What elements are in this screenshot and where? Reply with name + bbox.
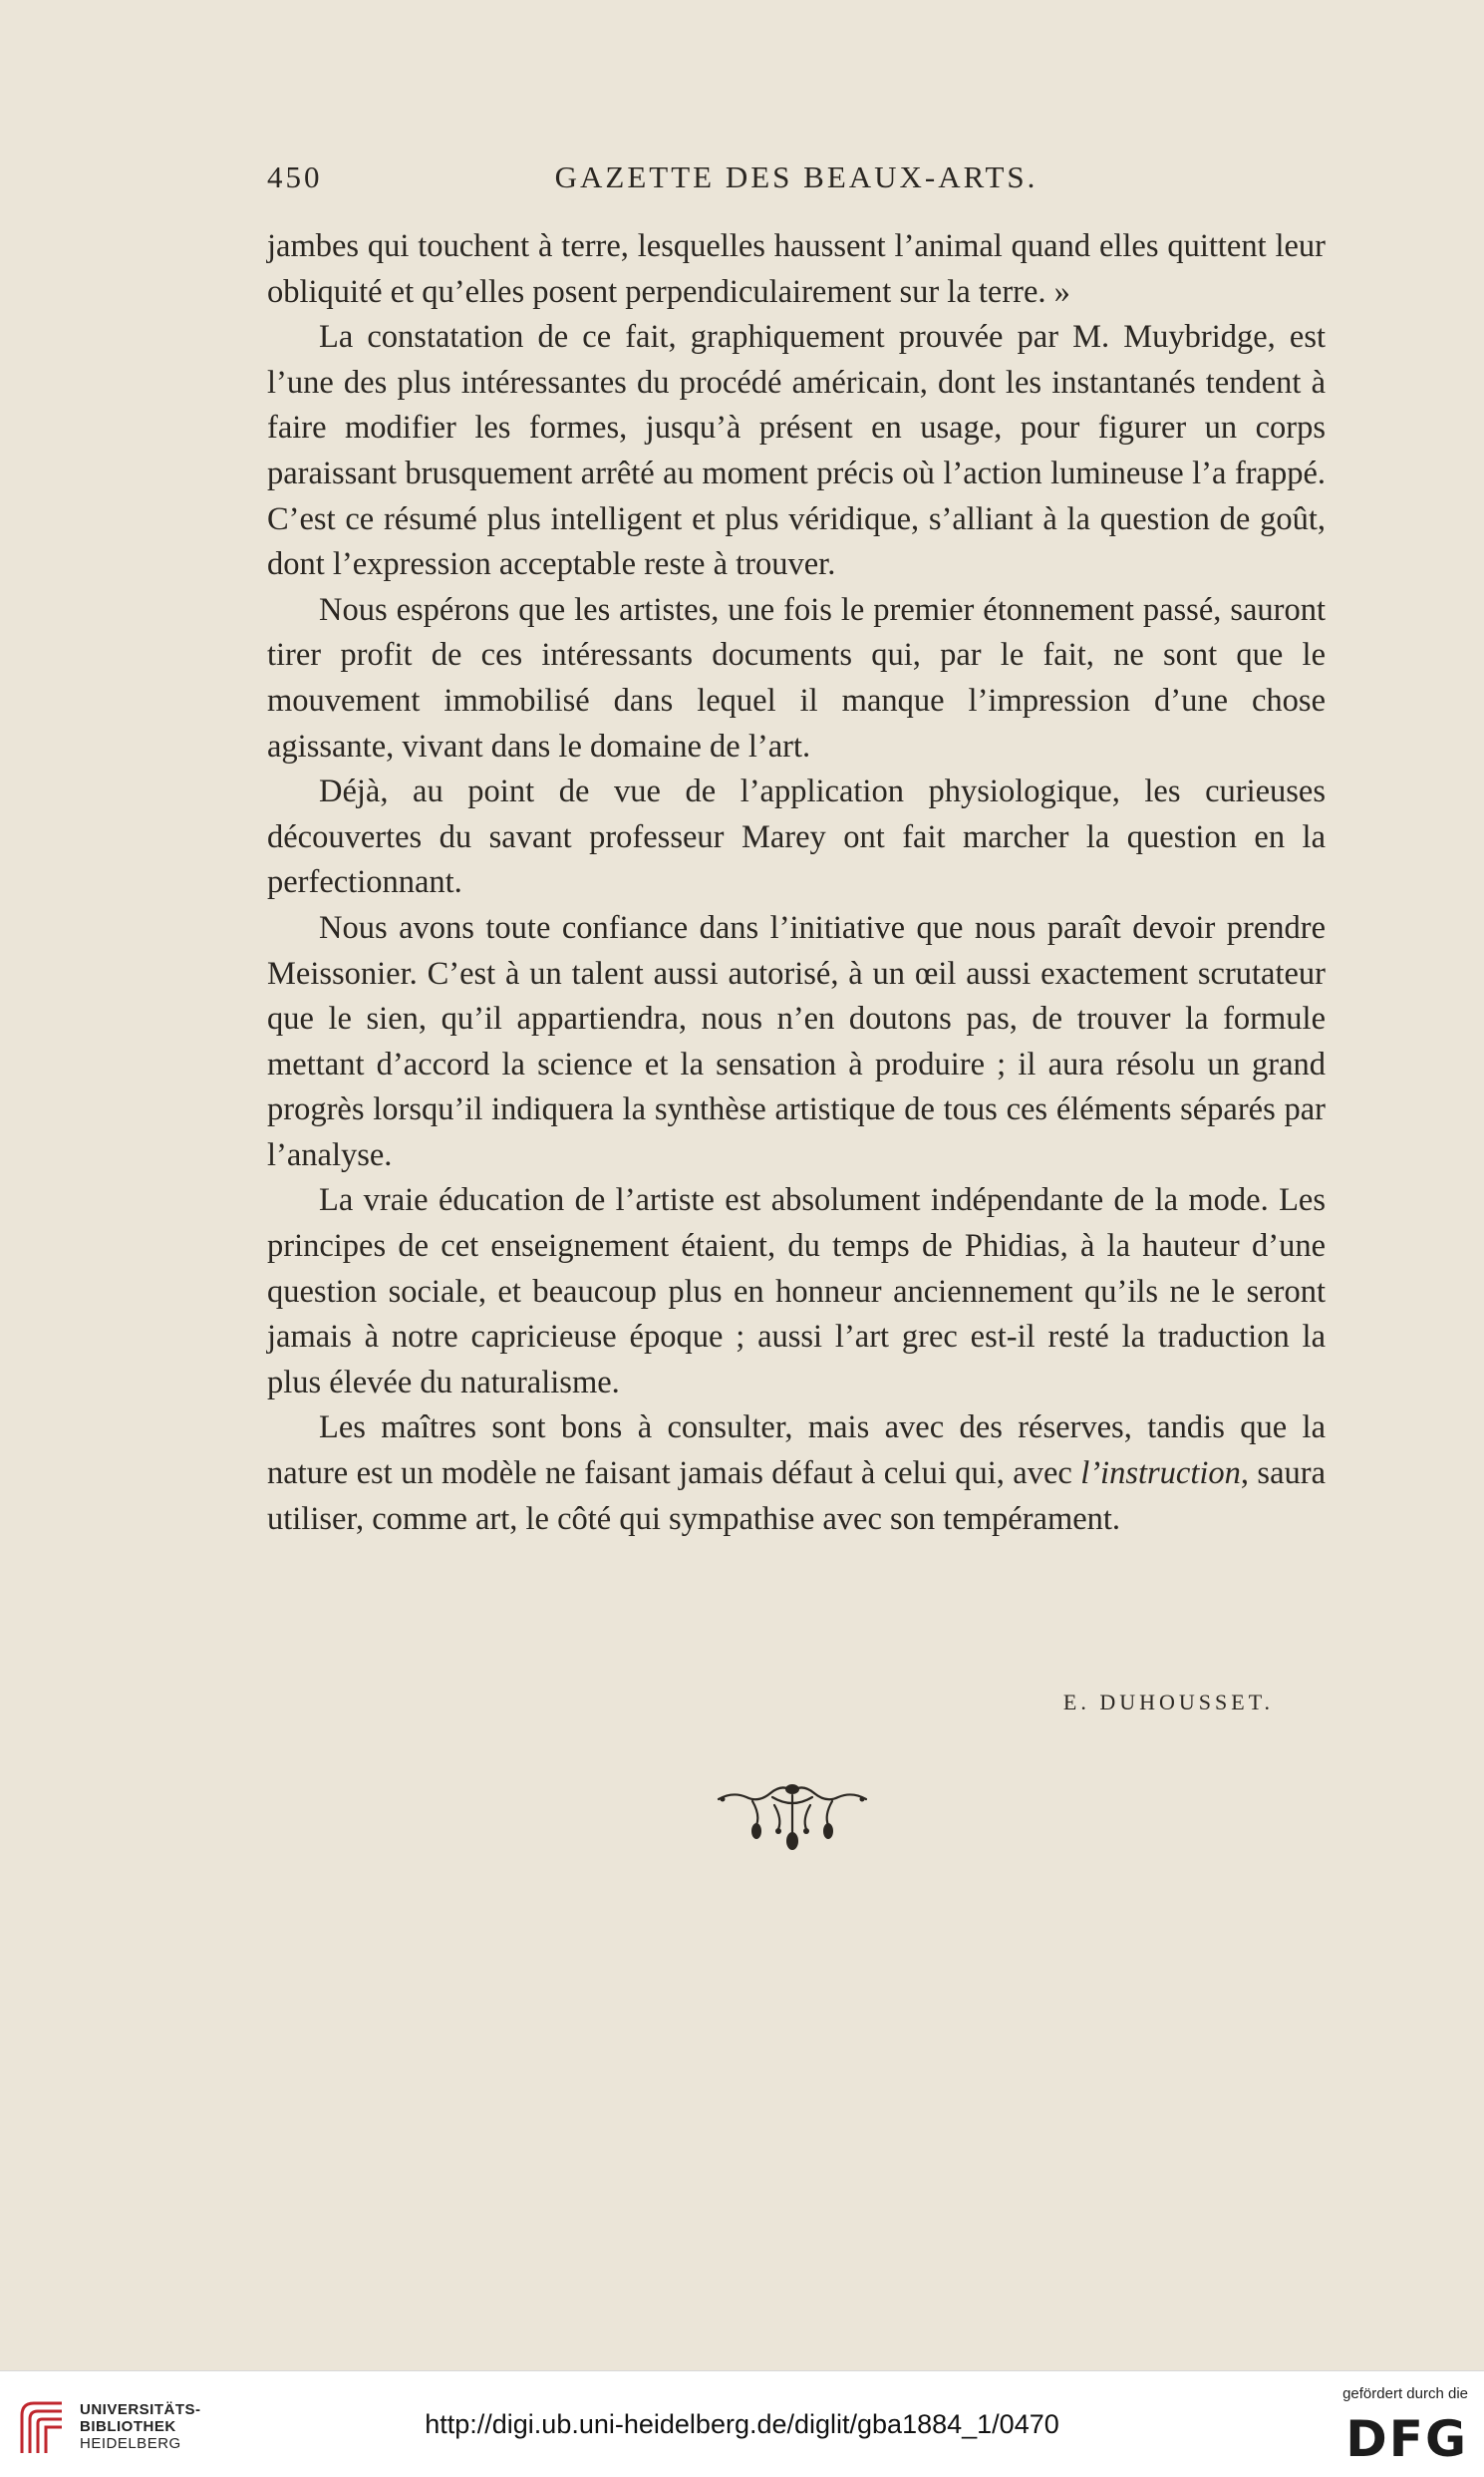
article-body [267,224,1326,1542]
paragraph: La vraie éducation de l’artiste est absolument indépendante de la mode. Les principes de cet enseignement étaient, du temps de Phidias, à la hauteur d’une question sociale, et beaucoup plus en honneur anciennement qu’ils ne le seront jamais à notre capricieuse époque ; aussi l’art grec est-il resté la traduction la plus élevée du naturalisme. [267,1182,1326,1400]
permalink-url[interactable]: http://digi.ub.uni-heidelberg.de/diglit/gba1884_1/0470 [425,2409,1059,2439]
text-run: , saura utiliser, comme art, le côté qui sympathise avec son tempérament. [267,1455,1326,1537]
paragraph: Déjà, au point de vue de l’application physiologique, les curieuses découvertes du savant professeur Marey ont fait marcher la question en la perfectionnant. [267,774,1326,901]
paragraph: Nous avons toute confiance dans l’initiative que nous paraît devoir prendre Meissonier. C’est à un talent aussi autorisé, à un œil aussi exactement scrutateur que le sien, qu’il appartiendra, nous n’en doutons pas, de trouver la formule mettant d’accord la science et la sensation à produire ; il aura résolu un grand progrès lorsqu’il indiquera la synthèse artistique de tous ces éléments séparés par l’analyse. [267,909,1326,1173]
paragraph: La constatation de ce fait, graphiquement prouvée par M. Muybridge, est l’une des plus intéressantes du procédé américain, dont les instantanés tendent à faire modifier les formes, jusqu’à présent en usage, pour figurer un corps paraissant brusquement arrêté au moment précis où l’action lumineuse l’a frappé. C’est ce résumé plus intelligent et plus véridique, s’alliant à la question de goût, dont l’expression acceptable reste à trouver. [267,319,1326,583]
library-name-line: HEIDELBERG [80,2435,181,2452]
funding-note: gefördert durch die [1342,2385,1468,2402]
viewer-footer [0,2370,1484,2477]
paragraph-last [267,1405,1326,1542]
journal-title: GAZETTE DES BEAUX-ARTS. [554,159,1039,194]
library-name-line: BIBLIOTHEK [80,2418,176,2435]
paragraph: jambes qui touchent à terre, lesquelles haussent l’animal quand elles quittent leur obliquité et qu’elles posent perpendiculairement sur la terre. » [267,228,1326,310]
dfg-logo: DFG [1345,2410,1468,2468]
library-name-line: UNIVERSITÄTS- [80,2401,201,2418]
paragraph: Nous espérons que les artistes, une fois le premier étonnement passé, sauront tirer profit de ces intéressants documents qui, par le fait, ne sont que le mouvement immobilisé dans lequel il manque l’impression d’une chose agissante, vivant dans le domaine de l’art. [267,591,1326,765]
tailpiece-ornament-icon [713,1769,872,1859]
running-head [267,159,1326,203]
page-number: 450 [267,159,323,194]
author-signature: E. DUHOUSSET. [1062,1690,1274,1714]
italic-text-run: l’instruction [1080,1455,1241,1492]
text-run: Les maîtres sont bons à consulter, mais avec des réserves, tandis que la nature est un modèle ne faisant jamais défaut à celui qui, avec [267,1409,1326,1492]
